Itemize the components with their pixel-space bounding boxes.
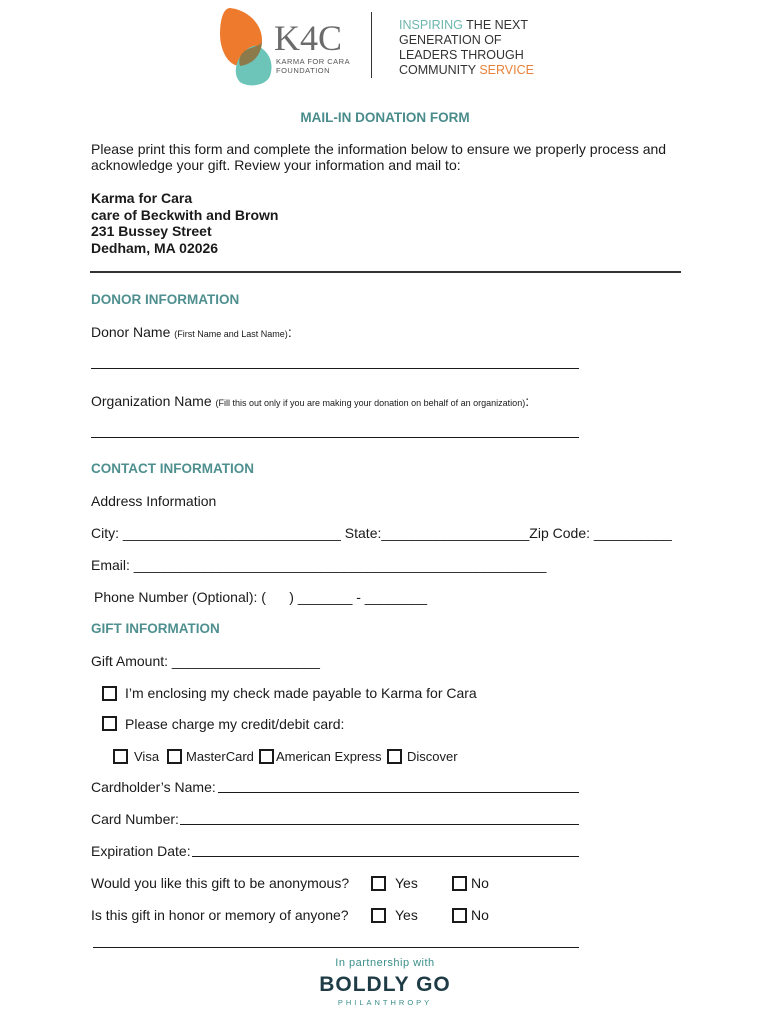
partnership-text: In partnership with: [335, 957, 435, 969]
tagline-service: SERVICE: [479, 63, 534, 77]
mail-address: [91, 190, 278, 256]
honor-no-checkbox[interactable]: [452, 908, 467, 923]
gift-amount-field[interactable]: Gift Amount: ___________________: [91, 653, 320, 669]
address-line-2: care of Beckwith and Brown: [91, 206, 279, 223]
address-info-label: Address Information: [91, 493, 217, 509]
boldly-go-subtitle: PHILANTHROPY: [337, 998, 433, 1007]
amex-checkbox[interactable]: [259, 749, 274, 764]
donor-name-label: Donor Name (First Name and Last Name):: [91, 324, 292, 340]
city-state-zip-field[interactable]: City: ____________________________ State:___________________Zip Code: __________: [91, 525, 672, 541]
honor-yes-label: Yes: [395, 907, 418, 923]
mastercard-label: MasterCard: [186, 749, 254, 764]
discover-checkbox[interactable]: [387, 749, 402, 764]
address-line-4: Dedham, MA 02026: [91, 239, 219, 256]
expiration-field[interactable]: [192, 856, 579, 857]
cardholder-field[interactable]: [218, 792, 579, 793]
section-divider: [90, 271, 681, 273]
check-option-checkbox[interactable]: [102, 686, 117, 701]
header-divider: [371, 12, 372, 78]
honor-no-label: No: [471, 907, 489, 923]
anonymous-yes-checkbox[interactable]: [371, 876, 386, 891]
intro-line-2: acknowledge your gift. Review your information and mail to:: [91, 157, 461, 173]
tagline-line-1: THE NEXT: [462, 18, 528, 32]
address-line-1: Karma for Cara: [91, 190, 193, 206]
anonymous-yes-label: Yes: [395, 875, 418, 891]
card-number-field[interactable]: [180, 824, 579, 825]
logo: [218, 6, 353, 86]
honor-yes-checkbox[interactable]: [371, 908, 386, 923]
visa-label: Visa: [134, 749, 160, 764]
discover-label: Discover: [407, 749, 458, 764]
address-line-3: 231 Bussey Street: [91, 223, 212, 239]
tagline-inspiring: INSPIRING: [399, 18, 463, 32]
card-number-label: Card Number:: [91, 811, 179, 827]
card-option-checkbox[interactable]: [102, 716, 117, 731]
anonymous-no-label: No: [471, 875, 489, 891]
visa-checkbox[interactable]: [113, 749, 128, 764]
donor-heading: DONOR INFORMATION: [91, 292, 240, 307]
anonymous-no-checkbox[interactable]: [452, 876, 467, 891]
logo-subtitle-1: KARMA FOR CARA: [276, 57, 351, 66]
intro-line-1: Please print this form and complete the information below to ensure we properly process and: [91, 141, 667, 157]
org-name-label: Organization Name (Fill this out only if you are making your donation on behalf of an organization):: [91, 393, 530, 409]
phone-field[interactable]: Phone Number (Optional): ( ) _______ - ________: [94, 589, 428, 605]
card-option-label: Please charge my credit/debit card:: [125, 716, 345, 732]
honor-detail-field[interactable]: [93, 947, 579, 948]
amex-label: American Express: [276, 749, 382, 764]
logo-leaf-icon: [218, 6, 278, 86]
logo-text: K4C: [274, 18, 343, 58]
logo-subtitle-2: FOUNDATION: [276, 66, 331, 75]
tagline-line-2: GENERATION OF: [399, 33, 502, 47]
donor-name-field[interactable]: [91, 368, 579, 369]
honor-question: Is this gift in honor or memory of anyone?: [91, 907, 349, 923]
tagline-line-4: COMMUNITY: [399, 63, 480, 77]
tagline-line-3: LEADERS THROUGH: [399, 48, 524, 62]
form-title: MAIL-IN DONATION FORM: [300, 110, 470, 125]
check-option-label: I’m enclosing my check made payable to Karma for Cara: [125, 685, 477, 701]
mastercard-checkbox[interactable]: [167, 749, 182, 764]
email-field[interactable]: Email: _____________________________________________________: [91, 557, 547, 573]
cardholder-label: Cardholder’s Name:: [91, 779, 216, 795]
anonymous-question: Would you like this gift to be anonymous?: [91, 875, 350, 891]
tagline: [399, 18, 534, 78]
gift-heading: GIFT INFORMATION: [91, 621, 220, 636]
boldly-go-logo: BOLDLY GO: [319, 973, 451, 996]
org-name-field[interactable]: [91, 437, 579, 438]
expiration-label: Expiration Date:: [91, 843, 191, 859]
contact-heading: CONTACT INFORMATION: [91, 461, 254, 476]
